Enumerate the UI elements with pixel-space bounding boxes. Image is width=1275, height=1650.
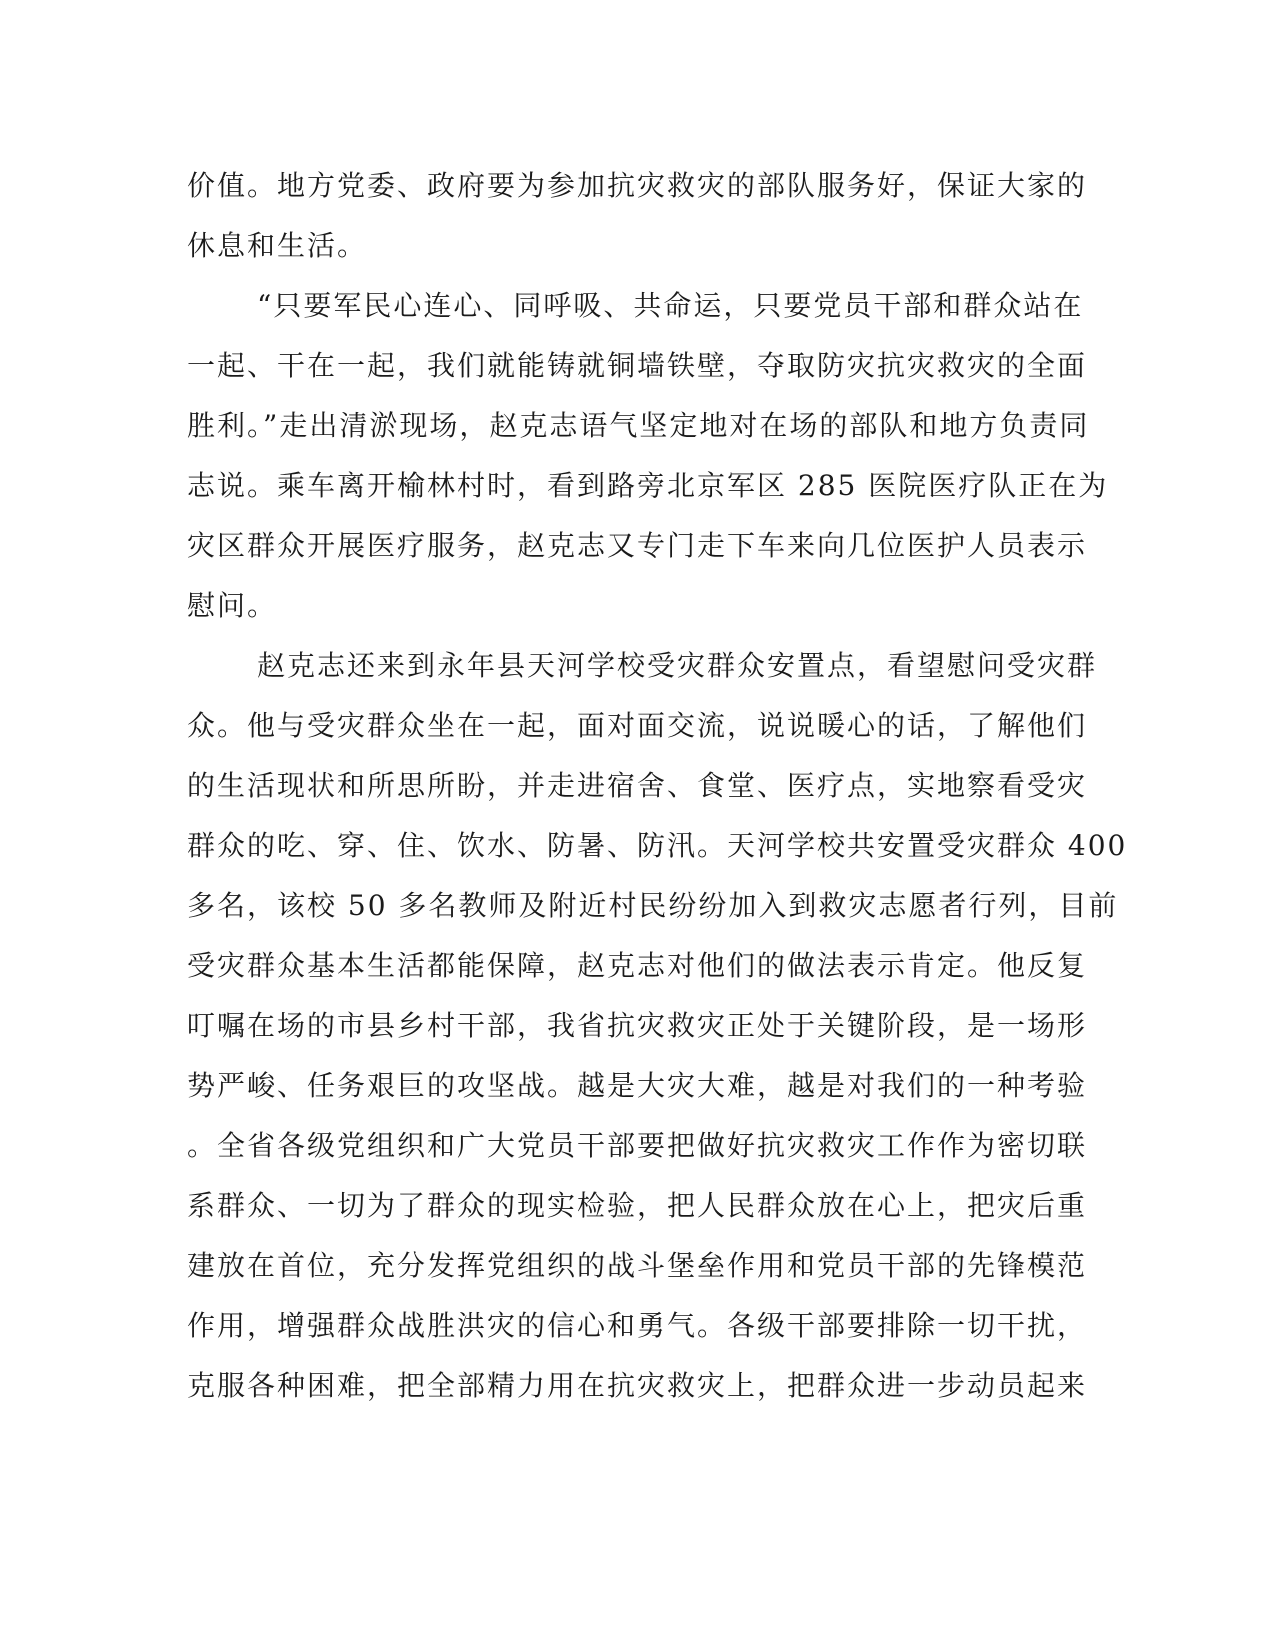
text-line: 胜利。”走出清淤现场，赵克志语气坚定地对在场的部队和地方负责同 [187, 409, 1090, 442]
paragraph [187, 276, 1109, 636]
text-line: 众。他与受灾群众坐在一起，面对面交流，说说暖心的话，了解他们 [187, 709, 1088, 742]
text-line: 的生活现状和所思所盼，并走进宿舍、食堂、医疗点，实地察看受灾 [187, 769, 1088, 802]
paragraph [187, 156, 1087, 276]
text-line: 一起、干在一起，我们就能铸就铜墙铁壁，夺取防灾抗灾救灾的全面 [187, 349, 1088, 382]
text-line: 叮嘱在场的市县乡村干部，我省抗灾救灾正处于关键阶段，是一场形 [187, 1009, 1088, 1042]
text-line: 势严峻、任务艰巨的攻坚战。越是大灾大难，越是对我们的一种考验 [187, 1069, 1088, 1102]
body-text [187, 156, 1128, 1416]
text-line: 克服各种困难，把全部精力用在抗灾救灾上，把群众进一步动员起来 [187, 1369, 1088, 1402]
text-line: “只要军民心连心、同呼吸、共命运，只要党员干部和群众站在 [257, 289, 1084, 322]
text-line: 志说。乘车离开榆林村时，看到路旁北京军区 285 医院医疗队正在为 [187, 469, 1109, 502]
text-line: 作用，增强群众战胜洪灾的信心和勇气。各级干部要排除一切干扰， [187, 1309, 1088, 1342]
text-line: 赵克志还来到永年县天河学校受灾群众安置点，看望慰问受灾群 [257, 649, 1098, 682]
text-line: 系群众、一切为了群众的现实检验，把人民群众放在心上，把灾后重 [187, 1189, 1088, 1222]
paragraph [187, 636, 1128, 1416]
text-line: 受灾群众基本生活都能保障，赵克志对他们的做法表示肯定。他反复 [187, 949, 1088, 982]
text-line: 建放在首位，充分发挥党组织的战斗堡垒作用和党员干部的先锋模范 [187, 1249, 1088, 1282]
text-line: 慰问。 [187, 589, 278, 622]
text-line: 灾区群众开展医疗服务，赵克志又专门走下车来向几位医护人员表示 [187, 529, 1088, 562]
text-line: 多名，该校 50 多名教师及附近村民纷纷加入到救灾志愿者行列，目前 [187, 889, 1119, 922]
text-line: 群众的吃、穿、住、饮水、防暑、防汛。天河学校共安置受灾群众 400 [187, 829, 1128, 862]
text-line: 。全省各级党组织和广大党员干部要把做好抗灾救灾工作作为密切联 [187, 1129, 1088, 1162]
text-line: 价值。地方党委、政府要为参加抗灾救灾的部队服务好，保证大家的 [187, 169, 1088, 202]
text-line: 休息和生活。 [187, 229, 368, 262]
